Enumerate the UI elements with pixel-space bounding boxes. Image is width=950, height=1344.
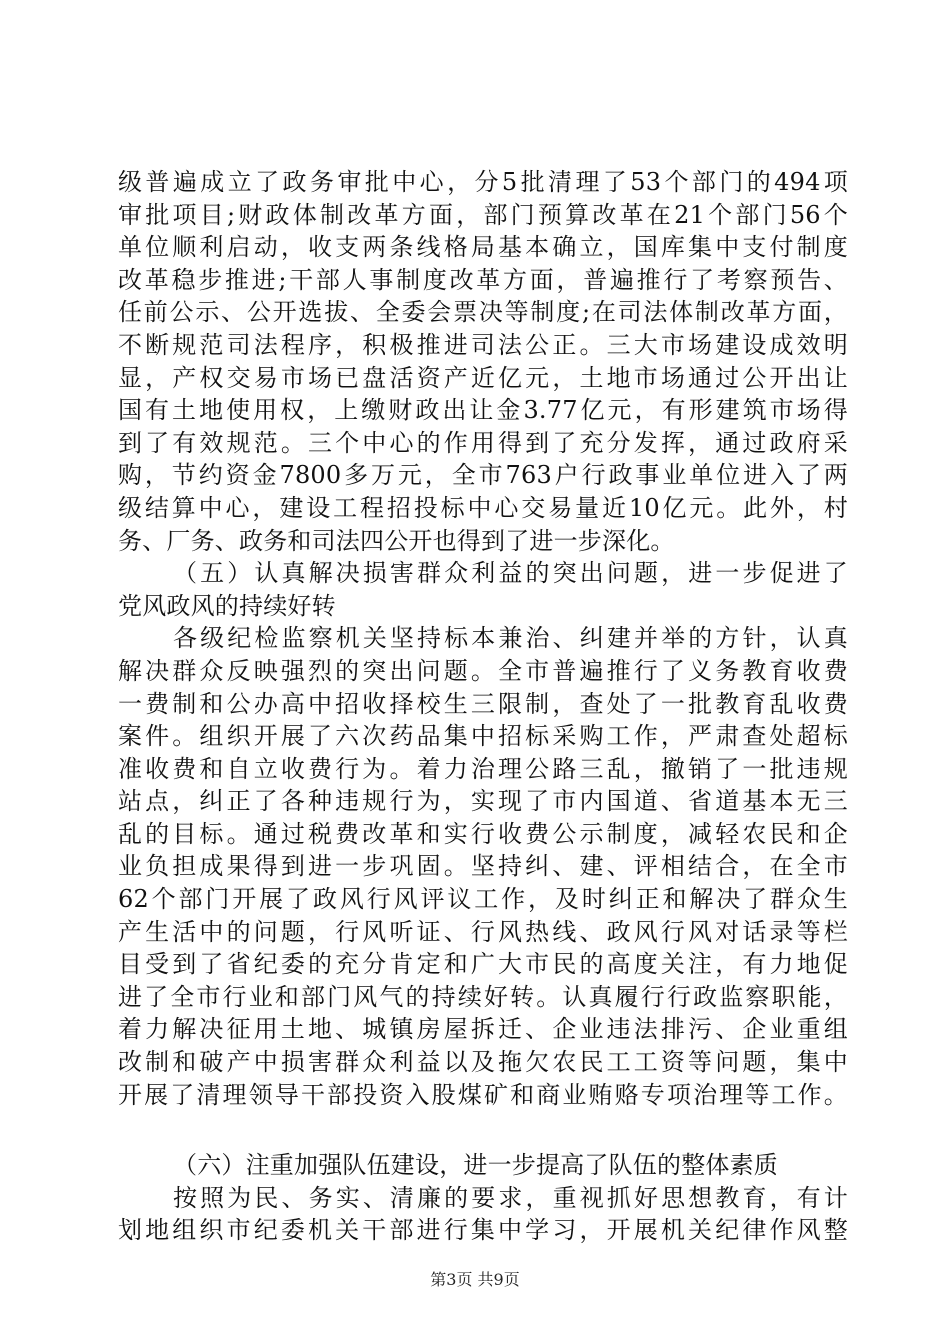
text-line: 划地组织市纪委机关干部进行集中学习，开展机关纪律作风整 [118,1216,848,1245]
text-line: 进了全市行业和部门风气的持续好转。认真履行行政监察职能， [118,982,848,1011]
text-line: 单位顺利启动，收支两条线格局基本确立，国库集中支付制度 [118,233,848,262]
section-heading: （五）认真解决损害群众利益的突出问题，进一步促进了 [173,559,848,588]
text-line: 乱的目标。通过税费改革和实行收费公示制度，减轻农民和企 [118,819,848,848]
text-line: 务、厂务、政务和司法四公开也得到了进一步深化。 [118,526,675,555]
section-heading: （六）注重加强队伍建设，进一步提高了队伍的整体素质 [173,1151,778,1180]
text-line: 开展了清理领导干部投资入股煤矿和商业贿赂专项治理等工作。 [118,1080,848,1109]
text-line: 业负担成果得到进一步巩固。坚持纠、建、评相结合，在全市 [118,852,848,881]
text-line: 按照为民、务实、清廉的要求，重视抓好思想教育，有计 [173,1183,848,1212]
text-line: 审批项目;财政体制改革方面，部门预算改革在21个部门56个 [118,200,848,229]
text-line: 显，产权交易市场已盘活资产近亿元，土地市场通过公开出让 [118,363,848,392]
text-line: 购，节约资金7800多万元，全市763户行政事业单位进入了两 [118,461,848,490]
text-line: 目受到了省纪委的充分肯定和广大市民的高度关注，有力地促 [118,950,848,979]
text-line: 准收费和自立收费行为。着力治理公路三乱，撤销了一批违规 [118,754,848,783]
text-line: 改制和破产中损害群众利益以及拖欠农民工工资等问题，集中 [118,1048,848,1077]
text-line: 任前公示、公开选拔、全委会票决等制度;在司法体制改革方面， [118,298,848,327]
text-line: 改革稳步推进;干部人事制度改革方面，普遍推行了考察预告、 [118,265,848,294]
document-body [118,166,848,1247]
text-line: 产生活中的问题，行风听证、行风热线、政风行风对话录等栏 [118,917,848,946]
text-line: 一费制和公办高中招收择校生三限制，查处了一批教育乱收费 [118,689,848,718]
page-footer [0,1270,950,1290]
text-line: 到了有效规范。三个中心的作用得到了充分发挥，通过政府采 [118,428,848,457]
text-line: 解决群众反映强烈的突出问题。全市普遍推行了义务教育收费 [118,656,848,685]
text-line: 级结算中心，建设工程招投标中心交易量近10亿元。此外，村 [118,493,848,522]
text-line: 级普遍成立了政务审批中心，分5批清理了53个部门的494项 [118,168,848,196]
text-line: 站点，纠正了各种违规行为，实现了市内国道、省道基本无三 [118,787,848,816]
text-line: 各级纪检监察机关坚持标本兼治、纠建并举的方针，认真 [173,624,848,653]
section-heading-continued: 党风政风的持续好转 [118,591,336,620]
page-number: 第3页 共9页 [430,1270,520,1289]
paragraph-gap [118,1111,848,1149]
text-line: 案件。组织开展了六次药品集中招标采购工作，严肃查处超标 [118,722,848,751]
text-line: 62个部门开展了政风行风评议工作，及时纠正和解决了群众生 [118,885,848,914]
text-line: 不断规范司法程序，积极推进司法公正。三大市场建设成效明 [118,330,848,359]
text-line: 国有土地使用权，上缴财政出让金3.77亿元，有形建筑市场得 [118,396,848,425]
text-line: 着力解决征用土地、城镇房屋拆迁、企业违法排污、企业重组 [118,1015,848,1044]
